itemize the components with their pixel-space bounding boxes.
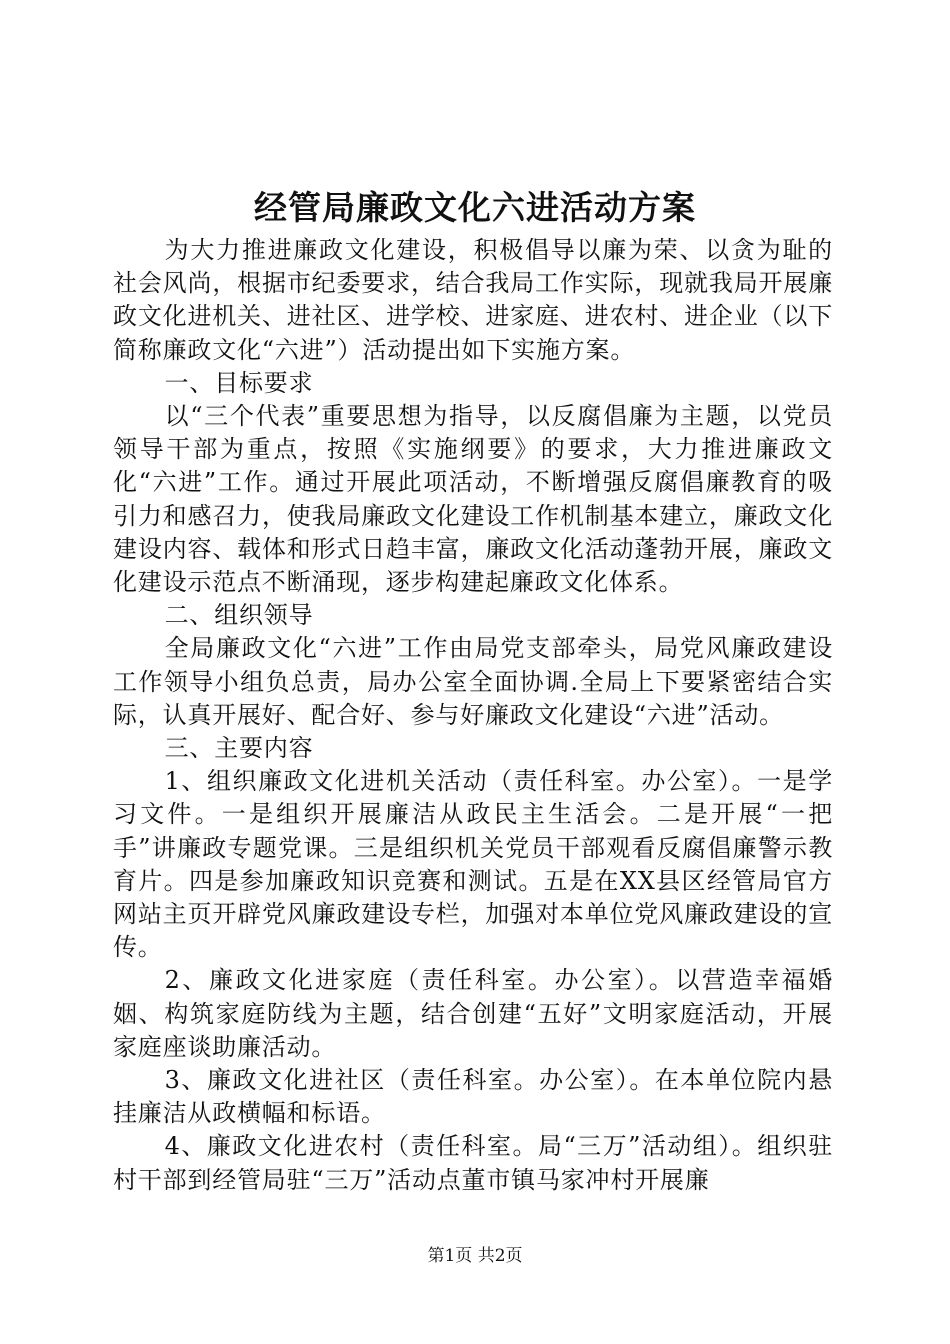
heading-organization: 二、组织领导 (164, 601, 314, 630)
document-title: 经管局廉政文化六进活动方案 (254, 188, 696, 227)
paragraph-intro: 为大力推进廉政文化建设，积极倡导以廉为荣、以贪为耻的社会风尚，根据市纪委要求，结合我局工作实际，现就我局开展廉政文化进机关、进社区、进学校、进家庭、进农村、进企业（以下简称廉政文化“六进”）活动提出如下实施方案。 (113, 236, 833, 364)
heading-main-content: 三、主要内容 (164, 734, 314, 763)
document-body (113, 234, 833, 1197)
heading-goals: 一、目标要求 (164, 368, 314, 397)
paragraph-item-1: 1、组织廉政文化进机关活动（责任科室。办公室）。一是学习文件。一是组织开展廉洁从政民主生活会。二是开展“一把手”讲廉政专题党课。三是组织机关党员干部观看反腐倡廉警示教育片。四是参加廉政知识竞赛和测试。五是在XX县区经管局官方网站主页开辟党风廉政建设专栏，加强对本单位党风廉政建设的宣传。 (113, 767, 833, 962)
page-footer: 第1页 共2页 (427, 1246, 523, 1266)
paragraph-organization: 全局廉政文化“六进”工作由局党支部牵头，局党风廉政建设工作领导小组负总责，局办公室全面协调.全局上下要紧密结合实际，认真开展好、配合好、参与好廉政文化建设“六进”活动。 (113, 634, 833, 729)
paragraph-item-3: 3、廉政文化进社区（责任科室。办公室）。在本单位院内悬挂廉洁从政横幅和标语。 (113, 1066, 833, 1128)
paragraph-item-4: 4、廉政文化进农村（责任科室。局“三万”活动组）。组织驻村干部到经管局驻“三万”活动点董市镇马家冲村开展廉 (113, 1132, 833, 1194)
paragraph-item-2: 2、廉政文化进家庭（责任科室。办公室）。以营造幸福婚姻、构筑家庭防线为主题，结合创建“五好”文明家庭活动，开展家庭座谈助廉活动。 (113, 966, 833, 1061)
paragraph-goals: 以“三个代表”重要思想为指导，以反腐倡廉为主题，以党员领导干部为重点，按照《实施纲要》的要求，大力推进廉政文化“六进”工作。通过开展此项活动，不断增强反腐倡廉教育的吸引力和感召力，使我局廉政文化建设工作机制基本建立，廉政文化建设内容、载体和形式日趋丰富，廉政文化活动蓬勃开展，廉政文化建设示范点不断涌现，逐步构建起廉政文化体系。 (113, 402, 833, 597)
